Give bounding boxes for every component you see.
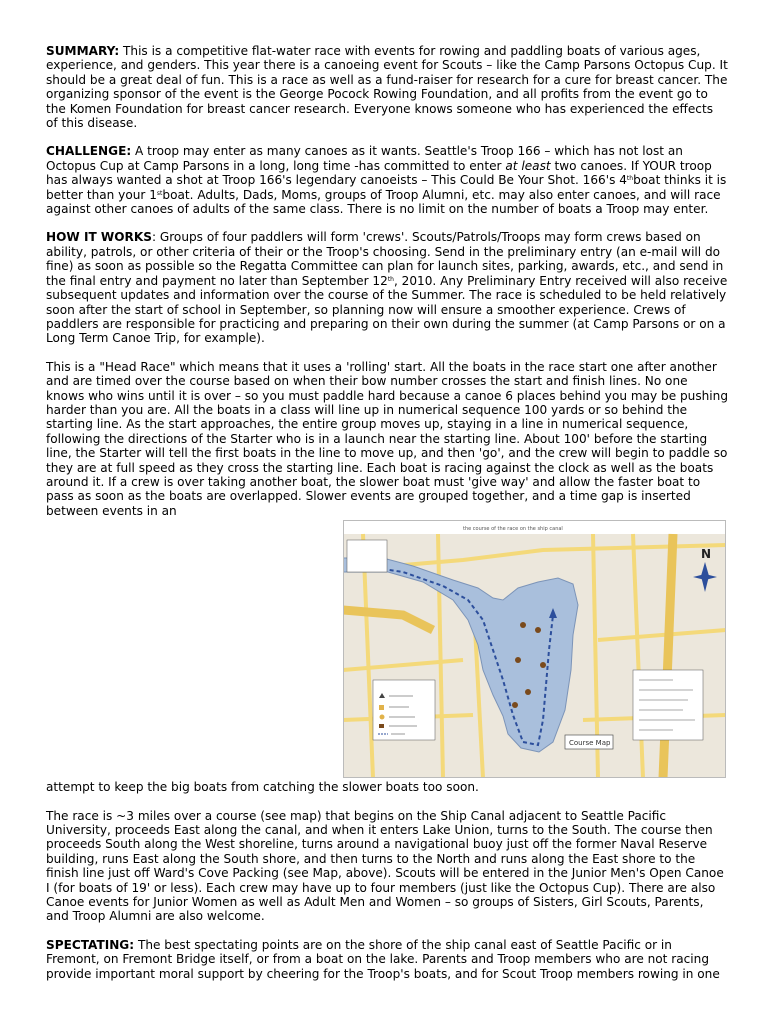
summary-heading: SUMMARY: xyxy=(46,44,120,58)
document-page xyxy=(46,44,728,995)
course-map-label: Course Map xyxy=(569,739,611,748)
head-race-continued-text: attempt to keep the big boats from catching the slower boats too soon. xyxy=(46,780,479,795)
challenge-text: A troop may enter as many canoes as it wants. Seattle's Troop 166 – which has not lost an Octopus Cup at Camp Parsons in a long, long time -has committed to enter xyxy=(46,144,683,173)
challenge-paragraph xyxy=(46,144,728,216)
map-header-text: the course of the race on the ship canal xyxy=(463,526,563,533)
spectating-heading: SPECTATING: xyxy=(46,937,135,952)
ordinal-suffix: th xyxy=(626,175,634,183)
summary-text: This is a competitive flat-water race with events for rowing and paddling boats of various ages, experience, and genders. This year there is a canoeing event for Scouts – like the Camp Parsons Octopus Cup. It should be a great deal of fun. This is a race as well as a fund-raiser for research for a cure for breast cancer. The organizing sponsor of the event is the George Pocock Rowing Foundation, and all profits from the event go to the Komen Foundation for breast cancer research. Everyone knows someone who has experienced the effects of this disease. xyxy=(46,44,728,131)
ordinal-suffix: th xyxy=(387,275,394,283)
head-race-paragraph xyxy=(46,360,728,518)
map-start-box xyxy=(347,540,387,572)
summary-paragraph xyxy=(46,44,728,130)
ordinal-suffix: st xyxy=(156,189,163,197)
challenge-text: two canoes. If YOUR troop has always wanted a shot at Troop 166's legendary canoeists – This Could Be Your Shot. 166's 4 xyxy=(46,158,712,188)
challenge-emphasis: at least xyxy=(505,158,551,173)
map-figure xyxy=(46,520,728,778)
how-it-works-paragraph xyxy=(46,230,728,345)
head-race-text: This is a "Head Race" which means that it uses a 'rolling' start. All the boats in the race start one after another and are timed over the course based on when their bow number crosses the start and finish lines. No one knows who wins until it is over – so you must paddle hard because a canoe 6 places behind you may be pushing harder than you are. All the boats in a class will line up in numerical sequence 100 yards or so behind the starting line. As the start approaches, the entire group moves up, staying in a line in numerical sequence, following the directions of the Starter who is in a launch near the starting line. About 100' before the starting line, the Starter will tell the first boats in the line to move up, and then 'go', and the crew will begin to paddle so they are at full speed as they cross the starting line. Each boat is racing against the clock as well as the boats around it. If a crew is over taking another boat, the slower boat must 'give way' and allow the faster boat to pass as soon as the boats are overlapped. Slower events are grouped together, and a time gap is inserted between events in an xyxy=(46,359,729,518)
how-it-works-heading: HOW IT WORKS xyxy=(46,230,152,245)
head-race-continued xyxy=(46,780,728,794)
challenge-heading: CHALLENGE: xyxy=(46,144,132,159)
how-it-works-text: : Groups of four paddlers will form 'crews'. Scouts/Patrols/Troops may form crews based on ability, patrols, or other criteria of their or the Troop's choosing. Send in the preliminary entry (an e-mail will do fine) as soon as possible so the Regatta Committee can plan for launch sites, parking, awards, etc., and send in the final entry and payment no later than September 12 xyxy=(46,230,724,288)
spectating-text: The best spectating points are on the shore of the ship canal east of Seattle Pacific or in Fremont, on Fremont Bridge itself, or from a boat on the lake. Parents and Troop members who are not racing provide important moral support by cheering for the Troop's boats, and for Scout Troop members rowing in one xyxy=(46,937,720,981)
course-paragraph xyxy=(46,809,728,924)
how-it-works-text: , 2010. Any Preliminary Entry received will also receive subsequent updates and information over the course of the Summer. The race is scheduled to be held relatively soon after the start of school in September, so planning now will ensure a smoother experience. Crews of paddlers are responsible for practicing and preparing on their own during the summer (at Camp Parsons or on a Long Term Canoe Trip, for example). xyxy=(46,273,728,346)
challenge-text: boat. Adults, Dads, Moms, groups of Troop Alumni, etc. may also enter canoes, and will race against other canoes of adults of the same class. There is no limit on the number of boats a Troop may enter. xyxy=(46,187,721,217)
spectating-paragraph xyxy=(46,938,728,981)
challenge-text: boat thinks it is better than your 1 xyxy=(46,173,727,202)
course-text: The race is ~3 miles over a course (see map) that begins on the Ship Canal adjacent to Seattle Pacific University, proceeds East along the canal, and when it enters Lake Union, turns to the South. The course then proceeds South along the West shoreline, turns around a navigational buoy just off the former Naval Reserve building, runs East along the South shore, and then turns to the North and runs along the East shore to the finish line just off Ward's Cove Packing (see Map, above). Scouts will be entered in the Junior Men's Open Canoe I (for boats of 19' or less). Each crew may have up to four members (just like the Octopus Cup). There are also Canoe events for Junior Women as well as Adult Men and Women – so groups of Sisters, Girl Scouts, Parents, and Troop Alumni are also welcome. xyxy=(46,808,724,924)
course-map xyxy=(343,520,726,778)
compass-north-label: N xyxy=(701,547,712,562)
